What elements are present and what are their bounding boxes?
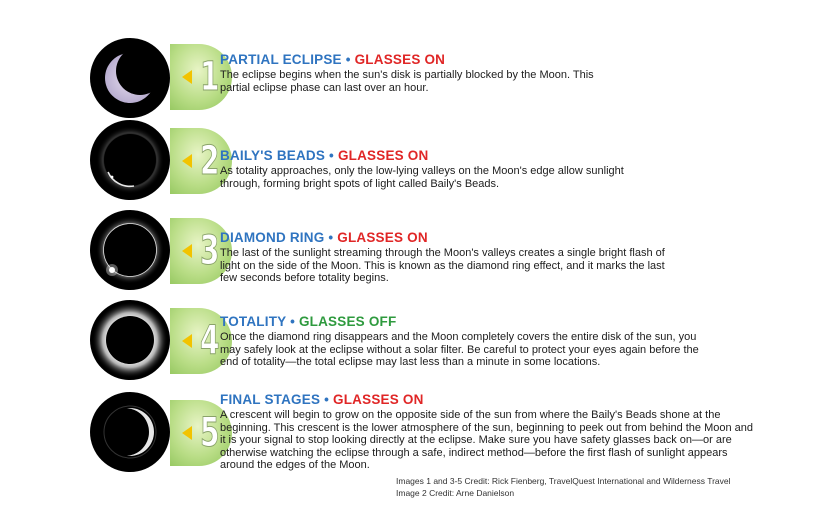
stage-description: The last of the sunlight streaming through the Moon's valleys creates a single bright flash of light on the side of the Moon. This is known as the diamond ring effect, and it marks the last few seconds before totality begins.: [220, 247, 665, 284]
stage-number: 2: [199, 138, 219, 184]
credit-line-1: Images 1 and 3-5 Credit: Rick Fienberg, TravelQuest International and Wilderness Travel: [396, 476, 731, 486]
stage-1-text: [220, 52, 780, 94]
stage-heading: [220, 230, 780, 246]
stage-number: 3: [199, 228, 219, 274]
stage-2-text: [220, 148, 780, 190]
arrow-left-icon: [182, 334, 192, 348]
stage-description: A crescent will begin to grow on the opposite side of the sun from where the Baily's Beads shone at the beginning. This crescent is the lower atmosphere of the sun, beginning to peek out from behind the Moon and it is your signal to stop looking directly at the eclipse. Make sure you have safety glasses back on—or are otherwise watching the eclipse through a safe, indirect method—before the first flash of sunlight appears around the edges of the Moon.: [220, 409, 754, 471]
stage-heading: [220, 314, 780, 330]
diamond-ring-image: [90, 210, 170, 290]
arrow-left-icon: [182, 70, 192, 84]
bailys-beads-image: [90, 120, 170, 200]
glasses-status: GLASSES ON: [354, 52, 446, 67]
stage-number: 1: [199, 54, 219, 100]
stage-name: TOTALITY: [220, 314, 287, 329]
image-credits: [396, 475, 796, 499]
arrow-left-icon: [182, 244, 192, 258]
partial-eclipse-image: [90, 38, 170, 118]
stage-heading: [220, 148, 780, 164]
totality-image: [90, 300, 170, 380]
arrow-left-icon: [182, 426, 192, 440]
stage-description: As totality approaches, only the low-lying valleys on the Moon's edge allow sunlight through, forming bright spots of light called Baily's Beads.: [220, 165, 624, 190]
stage-description: The eclipse begins when the sun's disk is partially blocked by the Moon. This partial eclipse phase can last over an hour.: [220, 69, 594, 94]
stage-name: BAILY'S BEADS: [220, 148, 326, 163]
final-stages-image: [90, 392, 170, 472]
glasses-status: GLASSES OFF: [298, 314, 397, 329]
stage-heading: [220, 52, 780, 68]
glasses-status: GLASSES ON: [333, 392, 424, 407]
stage-5-text: [220, 392, 780, 472]
stage-name: DIAMOND RING: [220, 230, 325, 245]
stage-description: Once the diamond ring disappears and the Moon completely covers the entire disk of the sun, you may safely look at the eclipse without a solar filter. Be careful to protect your eyes again before the end of totality—the total eclipse may last less than a minute in some locations.: [220, 331, 699, 368]
credit-line-2: Image 2 Credit: Arne Danielson: [396, 488, 515, 498]
glasses-status: GLASSES ON: [337, 148, 429, 163]
stage-heading: [220, 392, 780, 408]
glasses-status: GLASSES ON: [337, 230, 428, 245]
separator-dot: •: [328, 230, 334, 245]
stage-number: 4: [199, 318, 219, 364]
separator-dot: •: [290, 314, 295, 329]
separator-dot: •: [329, 148, 334, 163]
stage-number: 5: [199, 410, 219, 456]
stage-name: FINAL STAGES: [220, 392, 321, 407]
arrow-left-icon: [182, 154, 192, 168]
separator-dot: •: [345, 52, 351, 67]
stage-3-text: [220, 230, 780, 285]
stage-4-text: [220, 314, 780, 369]
separator-dot: •: [324, 392, 330, 407]
stage-name: PARTIAL ECLIPSE: [220, 52, 342, 67]
